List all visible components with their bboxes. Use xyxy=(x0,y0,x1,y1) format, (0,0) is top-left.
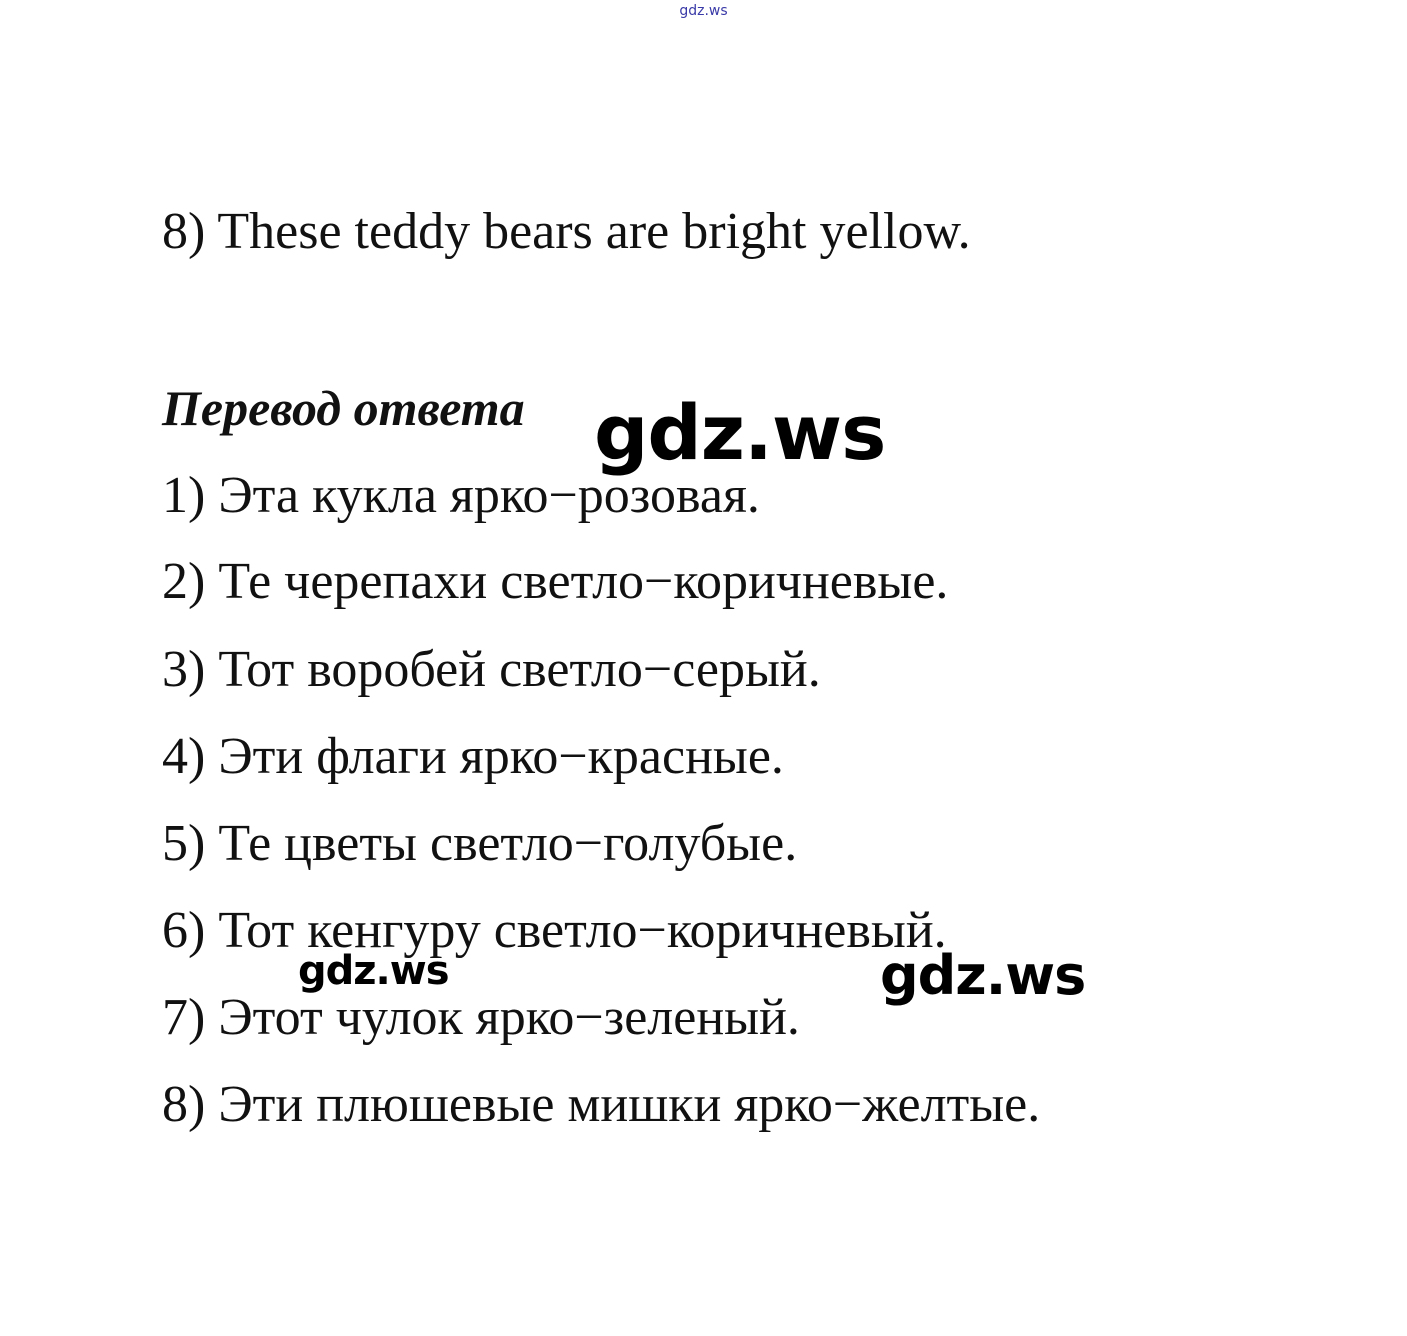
translation-item-5: 5) Те цветы светло−голубые. xyxy=(162,815,798,872)
watermark-lower-left: gdz.ws xyxy=(298,948,449,994)
translation-heading: Перевод ответа xyxy=(162,380,525,436)
translation-item-8: 8) Эти плюшевые мишки ярко−желтые. xyxy=(162,1076,1041,1133)
translation-item-2: 2) Те черепахи светло−коричневые. xyxy=(162,553,949,610)
translation-item-3: 3) Тот воробей светло−серый. xyxy=(162,641,821,698)
translation-item-7: 7) Этот чулок ярко−зеленый. xyxy=(162,989,800,1046)
translation-item-6: 6) Тот кенгуру светло−коричневый. xyxy=(162,902,947,959)
top-watermark: gdz.ws xyxy=(679,3,728,19)
watermark-lower-right: gdz.ws xyxy=(880,944,1086,1007)
translation-item-1: 1) Эта кукла ярко−розовая. xyxy=(162,467,760,524)
translation-item-4: 4) Эти флаги ярко−красные. xyxy=(162,728,784,785)
watermark-center: gdz.ws xyxy=(594,388,886,477)
english-sentence-8: 8) These teddy bears are bright yellow. xyxy=(162,203,971,260)
